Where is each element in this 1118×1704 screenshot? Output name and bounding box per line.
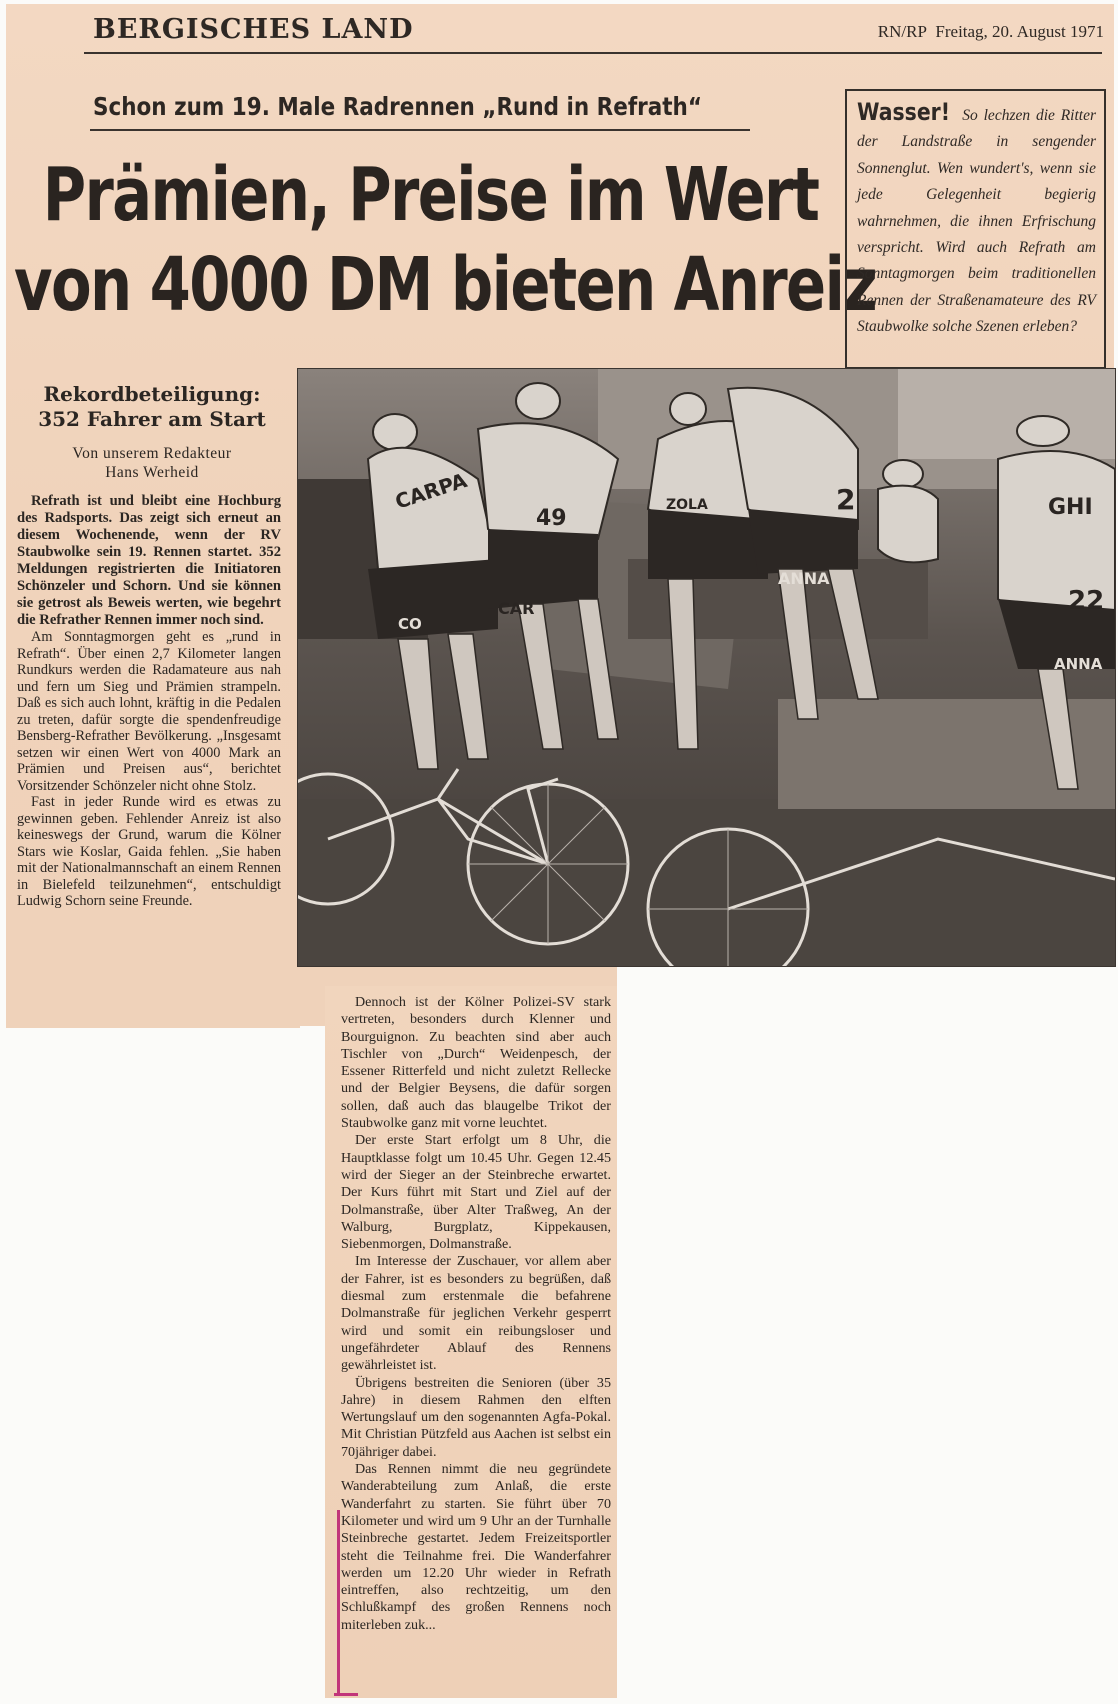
article-intro: Refrath ist und bleibt eine Hochburg des Radsports. Das zeigt sich erneut an diesem Wochenende, wenn der RV Staubwolke sein 19. Rennen startet. 352 Meldungen registrierten die Initiatoren Schönzeler und Schorn. Und sie können sie getrost als Beweis werten, wie begehrt die Refrather Rennen immer noch sind. xyxy=(17,493,281,628)
article-kicker: Schon zum 19. Male Radrennen „Rund in Refrath“ xyxy=(93,92,703,121)
jersey-text: ANNA xyxy=(1054,655,1103,673)
article-paragraph: Der erste Start erfolgt um 8 Uhr, die Hauptklasse folgt um 10.45 Uhr. Gegen 12.45 wird der Sieger an der Steinbreche erwartet. Der Kurs führt mit Start und Ziel auf der Dolmanstraße, über Alter Traßweg, An der Walburg, Burgplatz, Kippekausen, Siebenmorgen, Dolmanstraße. xyxy=(341,1132,611,1253)
subhead-line-1: Rekordbeteiligung: xyxy=(43,382,261,406)
article-byline xyxy=(16,444,288,482)
jersey-text: GHI xyxy=(1048,495,1093,520)
headline-line-1: Prämien, Preise im Wert xyxy=(42,152,819,238)
headline-line-2: von 4000 DM bieten Anreiz xyxy=(14,242,877,328)
article-paragraph: Am Sonntagmorgen geht es „rund in Refrath“. Über einen 2,7 Kilometer langen Rundkurs werden die Radamateure aus nah und fern um Sieg und Prämien strampeln. Daß es sich auch lohnt, kräftig in die Pedalen zu treten, dafür sorgte die spendenfreudige Bensberg-Refrather Bevölkerung. „Insgesamt setzen wir einen Wert von 4000 Mark an Prämien und Preisen aus“, berichtet Vorsitzender Schönzeler nicht ohne Stolz. xyxy=(17,629,281,794)
publication-date xyxy=(878,22,1104,42)
article-paragraph: Übrigens bestreiten die Senioren (über 35 Jahre) in diesem Rahmen den elften Wertungslauf um den sogenannten Agfa-Pokal. Mit Christian Pützfeld aus Aachen ist selbst ein 70jähriger dabei. xyxy=(341,1374,611,1460)
subhead-line-2: 352 Fahrer am Start xyxy=(38,407,266,431)
publication-date-text: Freitag, 20. August 1971 xyxy=(935,22,1104,41)
article-paragraph: Das Rennen nimmt die neu gegründete Wanderabteilung zum Anlaß, die erste Wanderfahrt zu starten. Sie führt über 70 Kilometer und wird um 9 Uhr an der Turnhalle Steinbreche gestartet. Jedem Freizeitsportler steht die Teilnahme frei. Die Wanderfahrer werden um 12.20 Uhr wieder in Refrath eintreffen, also rechtzeitig, um den Schlußkampf des großen Rennens noch miterleben zuk... xyxy=(341,1461,611,1633)
jersey-text: 49 xyxy=(536,506,567,531)
photo-caption-box xyxy=(845,89,1106,369)
kicker-underline xyxy=(90,129,750,131)
article-paragraph: Im Interesse der Zuschauer, vor allem aber der Fahrer, ist es besonders zu begrüßen, daß diesmal zum erstenmale die befahrene Dolmanstraße für jeglichen Verkehr gesperrt wird und somit ein reibungsloser und ungefährdeter Ablauf des Rennens gewährleistet ist. xyxy=(341,1253,611,1374)
article-headline xyxy=(14,150,877,330)
section-title: BERGISCHES LAND xyxy=(93,14,414,45)
cyclists-photo-graphic xyxy=(298,369,1115,966)
cyclists-photo xyxy=(297,368,1116,967)
header-rule xyxy=(84,52,1102,54)
article-paragraph: Dennoch ist der Kölner Polizei-SV stark vertreten, besonders durch Klenner und Bourguignon. Zu beachten sind aber auch Tischler von „Durch“ Weidenpesch, der Essener Ritterfeld und nicht zuletzt Rellecke und der Belgier Beysens, die dafür sorgen sollen, daß auch das blaugelbe Trikot der Staubwolke ganz mit vorne leuchtet. xyxy=(341,994,611,1132)
caption-text: So lechzen die Ritter der Landstraße in sengender Sonnenglut. Wen wundert's, wenn sie jede Gelegenheit begierig wahrnehmen, die ihnen Erfrischung verspricht. Wird auch Refrath am Sonntagmorgen beim traditionellen Rennen der Straßenamateure des RV Staubwolke solche Szenen erleben? xyxy=(857,107,1097,336)
byline-author: Hans Werheid xyxy=(105,464,199,481)
clipping-cutout xyxy=(300,1026,325,1704)
article-column-1 xyxy=(17,493,281,910)
clipping-cutout xyxy=(617,965,1118,1704)
jersey-text: CARPA xyxy=(392,468,470,514)
highlighter-mark-foot xyxy=(334,1693,358,1696)
clipping-cutout xyxy=(6,1028,325,1704)
jersey-text: ANNA xyxy=(778,569,830,588)
jersey-text: CAR xyxy=(498,599,535,618)
article-paragraph: Fast in jeder Runde wird es etwas zu gewinnen geben. Fehlender Anreiz ist also keineswegs der Grund, warum die Kölner Stars wie Koslar, Gaida fehlen. „Sie haben mit der Nationalmannschaft an einem Rennen in Bielefeld teilzunehmen“, entschuldigt Ludwig Schorn seine Freunde. xyxy=(17,794,281,909)
byline-line-1: Von unserem Redakteur xyxy=(72,445,232,462)
highlighter-mark xyxy=(337,1510,340,1696)
jersey-text: CO xyxy=(398,615,422,633)
jersey-text: ZOLA xyxy=(666,497,708,513)
jersey-text: 2 xyxy=(836,483,856,516)
article-subhead xyxy=(16,382,288,432)
article-column-2 xyxy=(341,994,611,1634)
jersey-text: 22 xyxy=(1068,586,1105,616)
caption-lead: Wasser! xyxy=(857,98,951,126)
publication-source: RN/RP xyxy=(877,22,927,41)
